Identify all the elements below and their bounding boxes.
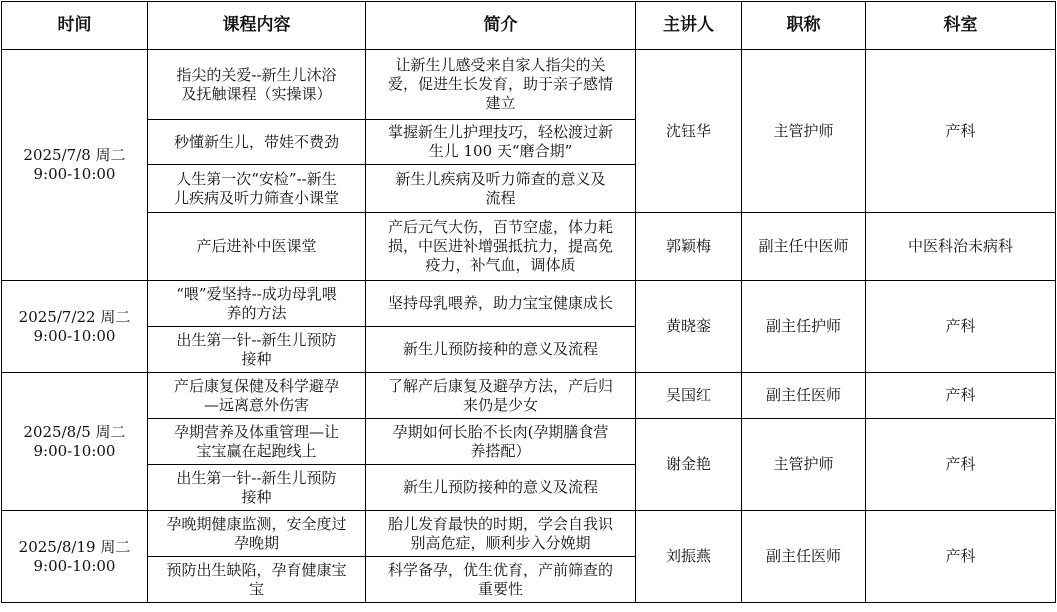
session-time: 2025/8/5 周二 9:00-10:00 (2, 373, 148, 511)
session-time: 2025/7/8 周二 9:00-10:00 (2, 50, 148, 281)
lecturer-name: 黄晓銮 (636, 281, 742, 373)
course-content: 出生第一针--新生儿预防 接种 (148, 465, 366, 511)
course-intro: 孕期如何长胎不长肉(孕期膳食营 养搭配） (366, 419, 636, 465)
department: 产科 (866, 50, 1056, 213)
department: 产科 (866, 511, 1056, 603)
course-content: 人生第一次“安检”--新生 儿疾病及听力筛查小课堂 (148, 165, 366, 213)
department: 产科 (866, 281, 1056, 373)
course-content: 秒懂新生儿，带娃不费劲 (148, 120, 366, 165)
course-intro: 新生儿预防接种的意义及流程 (366, 327, 636, 373)
table-row (2, 213, 1056, 281)
course-content: 出生第一针--新生儿预防 接种 (148, 327, 366, 373)
lecturer-title: 副主任护师 (742, 281, 866, 373)
course-intro: 新生儿预防接种的意义及流程 (366, 465, 636, 511)
course-content: 预防出生缺陷，孕育健康宝 宝 (148, 557, 366, 603)
course-content: 孕晚期健康监测，安全度过 孕晚期 (148, 511, 366, 557)
lecturer-title: 副主任医师 (742, 511, 866, 603)
course-content: 产后康复保健及科学避孕 —远离意外伤害 (148, 373, 366, 419)
lecturer-title: 主管护师 (742, 419, 866, 511)
header-title: 职称 (742, 2, 866, 50)
table-row (2, 373, 1056, 419)
course-intro: 了解产后康复及避孕方法，产后归 来仍是少女 (366, 373, 636, 419)
course-intro: 科学备孕，优生优育，产前筛查的 重要性 (366, 557, 636, 603)
course-schedule-table (1, 1, 1056, 603)
lecturer-name: 郭颖梅 (636, 213, 742, 281)
course-content: 产后进补中医课堂 (148, 213, 366, 281)
course-content: “喂”爱坚持--成功母乳喂 养的方法 (148, 281, 366, 327)
lecturer-name: 沈钰华 (636, 50, 742, 213)
course-content: 指尖的关爱--新生儿沐浴 及抚触课程（实操课） (148, 50, 366, 120)
lecturer-title: 副主任医师 (742, 373, 866, 419)
lecturer-name: 刘振燕 (636, 511, 742, 603)
header-row (2, 2, 1056, 50)
table-row (2, 281, 1056, 327)
header-course: 课程内容 (148, 2, 366, 50)
lecturer-title: 主管护师 (742, 50, 866, 213)
lecturer-title: 副主任中医师 (742, 213, 866, 281)
department: 产科 (866, 419, 1056, 511)
course-content: 孕期营养及体重管理—让 宝宝赢在起跑线上 (148, 419, 366, 465)
department: 中医科治未病科 (866, 213, 1056, 281)
header-department: 科室 (866, 2, 1056, 50)
lecturer-name: 谢金艳 (636, 419, 742, 511)
course-intro: 坚持母乳喂养，助力宝宝健康成长 (366, 281, 636, 327)
course-intro: 产后元气大伤，百节空虚，体力耗 损，中医进补增强抵抗力，提高免 疫力，补气血，调体质 (366, 213, 636, 281)
course-intro: 胎儿发育最快的时期，学会自我识 别高危症，顺利步入分娩期 (366, 511, 636, 557)
course-intro: 掌握新生儿护理技巧，轻松渡过新 生儿 100 天“磨合期” (366, 120, 636, 165)
header-time: 时间 (2, 2, 148, 50)
department: 产科 (866, 373, 1056, 419)
course-intro: 新生儿疾病及听力筛查的意义及 流程 (366, 165, 636, 213)
table-row (2, 511, 1056, 557)
session-time: 2025/8/19 周二 9:00-10:00 (2, 511, 148, 603)
header-lecturer: 主讲人 (636, 2, 742, 50)
lecturer-name: 吴国红 (636, 373, 742, 419)
course-intro: 让新生儿感受来自家人指尖的关 爱，促进生长发育，助于亲子感情 建立 (366, 50, 636, 120)
table-row (2, 50, 1056, 120)
session-time: 2025/7/22 周二 9:00-10:00 (2, 281, 148, 373)
table-row (2, 419, 1056, 465)
header-intro: 简介 (366, 2, 636, 50)
